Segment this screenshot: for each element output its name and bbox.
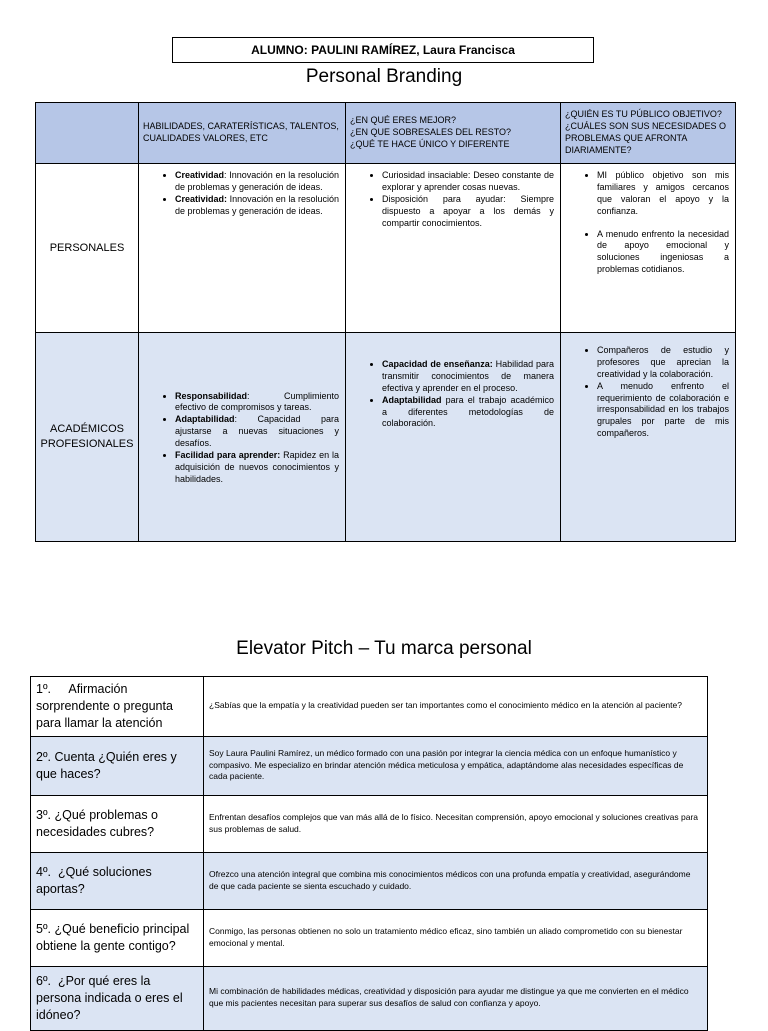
question-text: Cuenta ¿Quién eres y que haces? <box>36 749 177 781</box>
question-text: ¿Qué beneficio principal obtiene la gente contigo? <box>36 921 190 953</box>
cell-strengths <box>346 333 561 542</box>
list-item: • Compañeros de estudio y profesores que aprecian la creatividad y la colaboración. <box>597 345 729 381</box>
answer-cell: Enfrentan desafíos complejos que van más allá de lo físico. Necesitan comprensión, apoyo emocional y soluciones creativas para sus problemas de salud. <box>204 795 708 852</box>
elevator-pitch-table <box>30 676 708 1031</box>
answer-cell: Conmigo, las personas obtienen no solo un tratamiento médico eficaz, sino también un aliado comprometido con su bienestar emocional y mental. <box>204 909 708 966</box>
list-item: • Facilidad para aprender: Rapidez en la adquisición de nuevos conocimientos y habilidades. <box>175 450 339 486</box>
table-row <box>31 852 708 909</box>
list-item: • MI público objetivo son mis familiares y amigos cercanos que valoran el apoyo y la confianza. <box>597 170 729 218</box>
header-cell <box>346 103 561 164</box>
bullet-list <box>145 170 339 218</box>
cell-audience <box>561 164 736 333</box>
table-row <box>31 677 708 737</box>
question-cell <box>31 966 204 1030</box>
answer-cell: Ofrezco una atención integral que combina mis conocimientos médicos con una profunda empatía y creatividad, asegurándome de que cada paciente se sienta escuchado y cuidado. <box>204 852 708 909</box>
question-cell <box>31 909 204 966</box>
personal-branding-title: Personal Branding <box>305 66 463 87</box>
question-text: ¿Qué soluciones aportas? <box>36 864 152 896</box>
question-text: ¿Por qué eres la persona indicada o eres el idóneo? <box>36 973 183 1022</box>
question-number: 4º. <box>36 864 51 879</box>
student-name: ALUMNO: PAULINI RAMÍREZ, Laura Francisca <box>251 43 515 57</box>
header-corner-cell <box>36 103 139 164</box>
question-cell <box>31 736 204 795</box>
question-number: 5º. <box>36 921 51 936</box>
list-item: • Creatividad: Innovación en la resolución de problemas y generación de ideas. <box>175 170 339 194</box>
list-item: • Curiosidad insaciable: Deseo constante de explorar y aprender cosas nuevas. <box>382 170 554 194</box>
list-item: • Capacidad de enseñanza: Habilidad para transmitir conocimientos de manera efectiva y aprender en el proceso. <box>382 359 554 395</box>
question-text: Afirmación sorprendente o pregunta para llamar la atención <box>36 682 173 730</box>
cell-strengths <box>346 164 561 333</box>
row-label: ACADÉMICOS PROFESIONALES <box>36 333 139 542</box>
table-row <box>31 795 708 852</box>
answer-cell: Soy Laura Paulini Ramírez, un médico formado con una pasión por integrar la ciencia médica con un enfoque humanístico y compasivo. Me especializo en brindar atención médica meticulosa y empática, adaptándome alas necesidades específicas de cada paciente. <box>204 736 708 795</box>
list-item: • Disposición para ayudar: Siempre dispuesto a apoyar a los demás y compartir conocimientos. <box>382 194 554 230</box>
table-header-row <box>36 103 736 164</box>
header-audience: ¿QUIÉN ES TU PÚBLICO OBJETIVO? ¿CUÁLES SON SUS NECESIDADES O PROBLEMAS QUE AFRONTA DIARIAMENTE? <box>565 109 727 155</box>
bullet-list <box>352 359 554 430</box>
table-row <box>36 333 736 542</box>
bullet-list <box>145 391 339 486</box>
list-item: • Adaptabilidad para el trabajo académico a diferentes metodologías de colaboración. <box>382 395 554 431</box>
header-cell <box>561 103 736 164</box>
question-text: ¿Qué problemas o necesidades cubres? <box>36 807 159 839</box>
answer-cell: ¿Sabías que la empatía y la creatividad pueden ser tan importantes como el conocimiento médico en la atención al paciente? <box>204 677 708 737</box>
question-number: 2º. <box>36 749 51 764</box>
question-number: 3º. <box>36 807 51 822</box>
answer-cell: Mi combinación de habilidades médicas, creatividad y disposición para ayudar me distingue ya que me convierten en el médico que mis pacientes necesitan para superar sus desafíos de salud con confianza y apoyo. <box>204 966 708 1030</box>
personal-branding-table <box>35 102 736 542</box>
bullet-list <box>567 345 729 440</box>
cell-skills <box>139 333 346 542</box>
question-cell <box>31 677 204 737</box>
list-item: • Responsabilidad: Cumplimiento efectivo de compromisos y tareas. <box>175 391 339 415</box>
question-cell <box>31 852 204 909</box>
table-row <box>31 736 708 795</box>
table-row <box>31 909 708 966</box>
bullet-list <box>352 170 554 229</box>
header-cell <box>139 103 346 164</box>
table-row <box>36 164 736 333</box>
row-label: PERSONALES <box>36 164 139 333</box>
student-name-box <box>172 37 594 63</box>
list-item: • Creatividad: Innovación en la resolución de problemas y generación de ideas. <box>175 194 339 218</box>
cell-skills <box>139 164 346 333</box>
header-strengths: ¿EN QUÉ ERES MEJOR? ¿EN QUE SOBRESALES DEL RESTO? ¿QUÉ TE HACE ÚNICO Y DIFERENTE <box>350 115 512 149</box>
table-row <box>31 966 708 1030</box>
list-item: • A menudo enfrento el requerimiento de colaboración e irresponsabilidad en los trabajos grupales por parte de mis compañeros. <box>597 381 729 440</box>
list-item: • A menudo enfrento la necesidad de apoyo emocional y soluciones ingeniosas a problemas cotidianos. <box>597 229 729 277</box>
elevator-pitch-title: Elevator Pitch – Tu marca personal <box>236 638 532 659</box>
header-skills: HABILIDADES, CARATERÍSTICAS, TALENTOS, CUALIDADES VALORES, ETC <box>143 121 339 143</box>
bullet-list <box>567 170 729 276</box>
cell-audience <box>561 333 736 542</box>
list-item: • Adaptabilidad: Capacidad para ajustarse a nuevas situaciones y desafíos. <box>175 414 339 450</box>
question-number: 6º. <box>36 973 51 988</box>
question-cell <box>31 795 204 852</box>
question-number: 1º. <box>36 682 51 696</box>
